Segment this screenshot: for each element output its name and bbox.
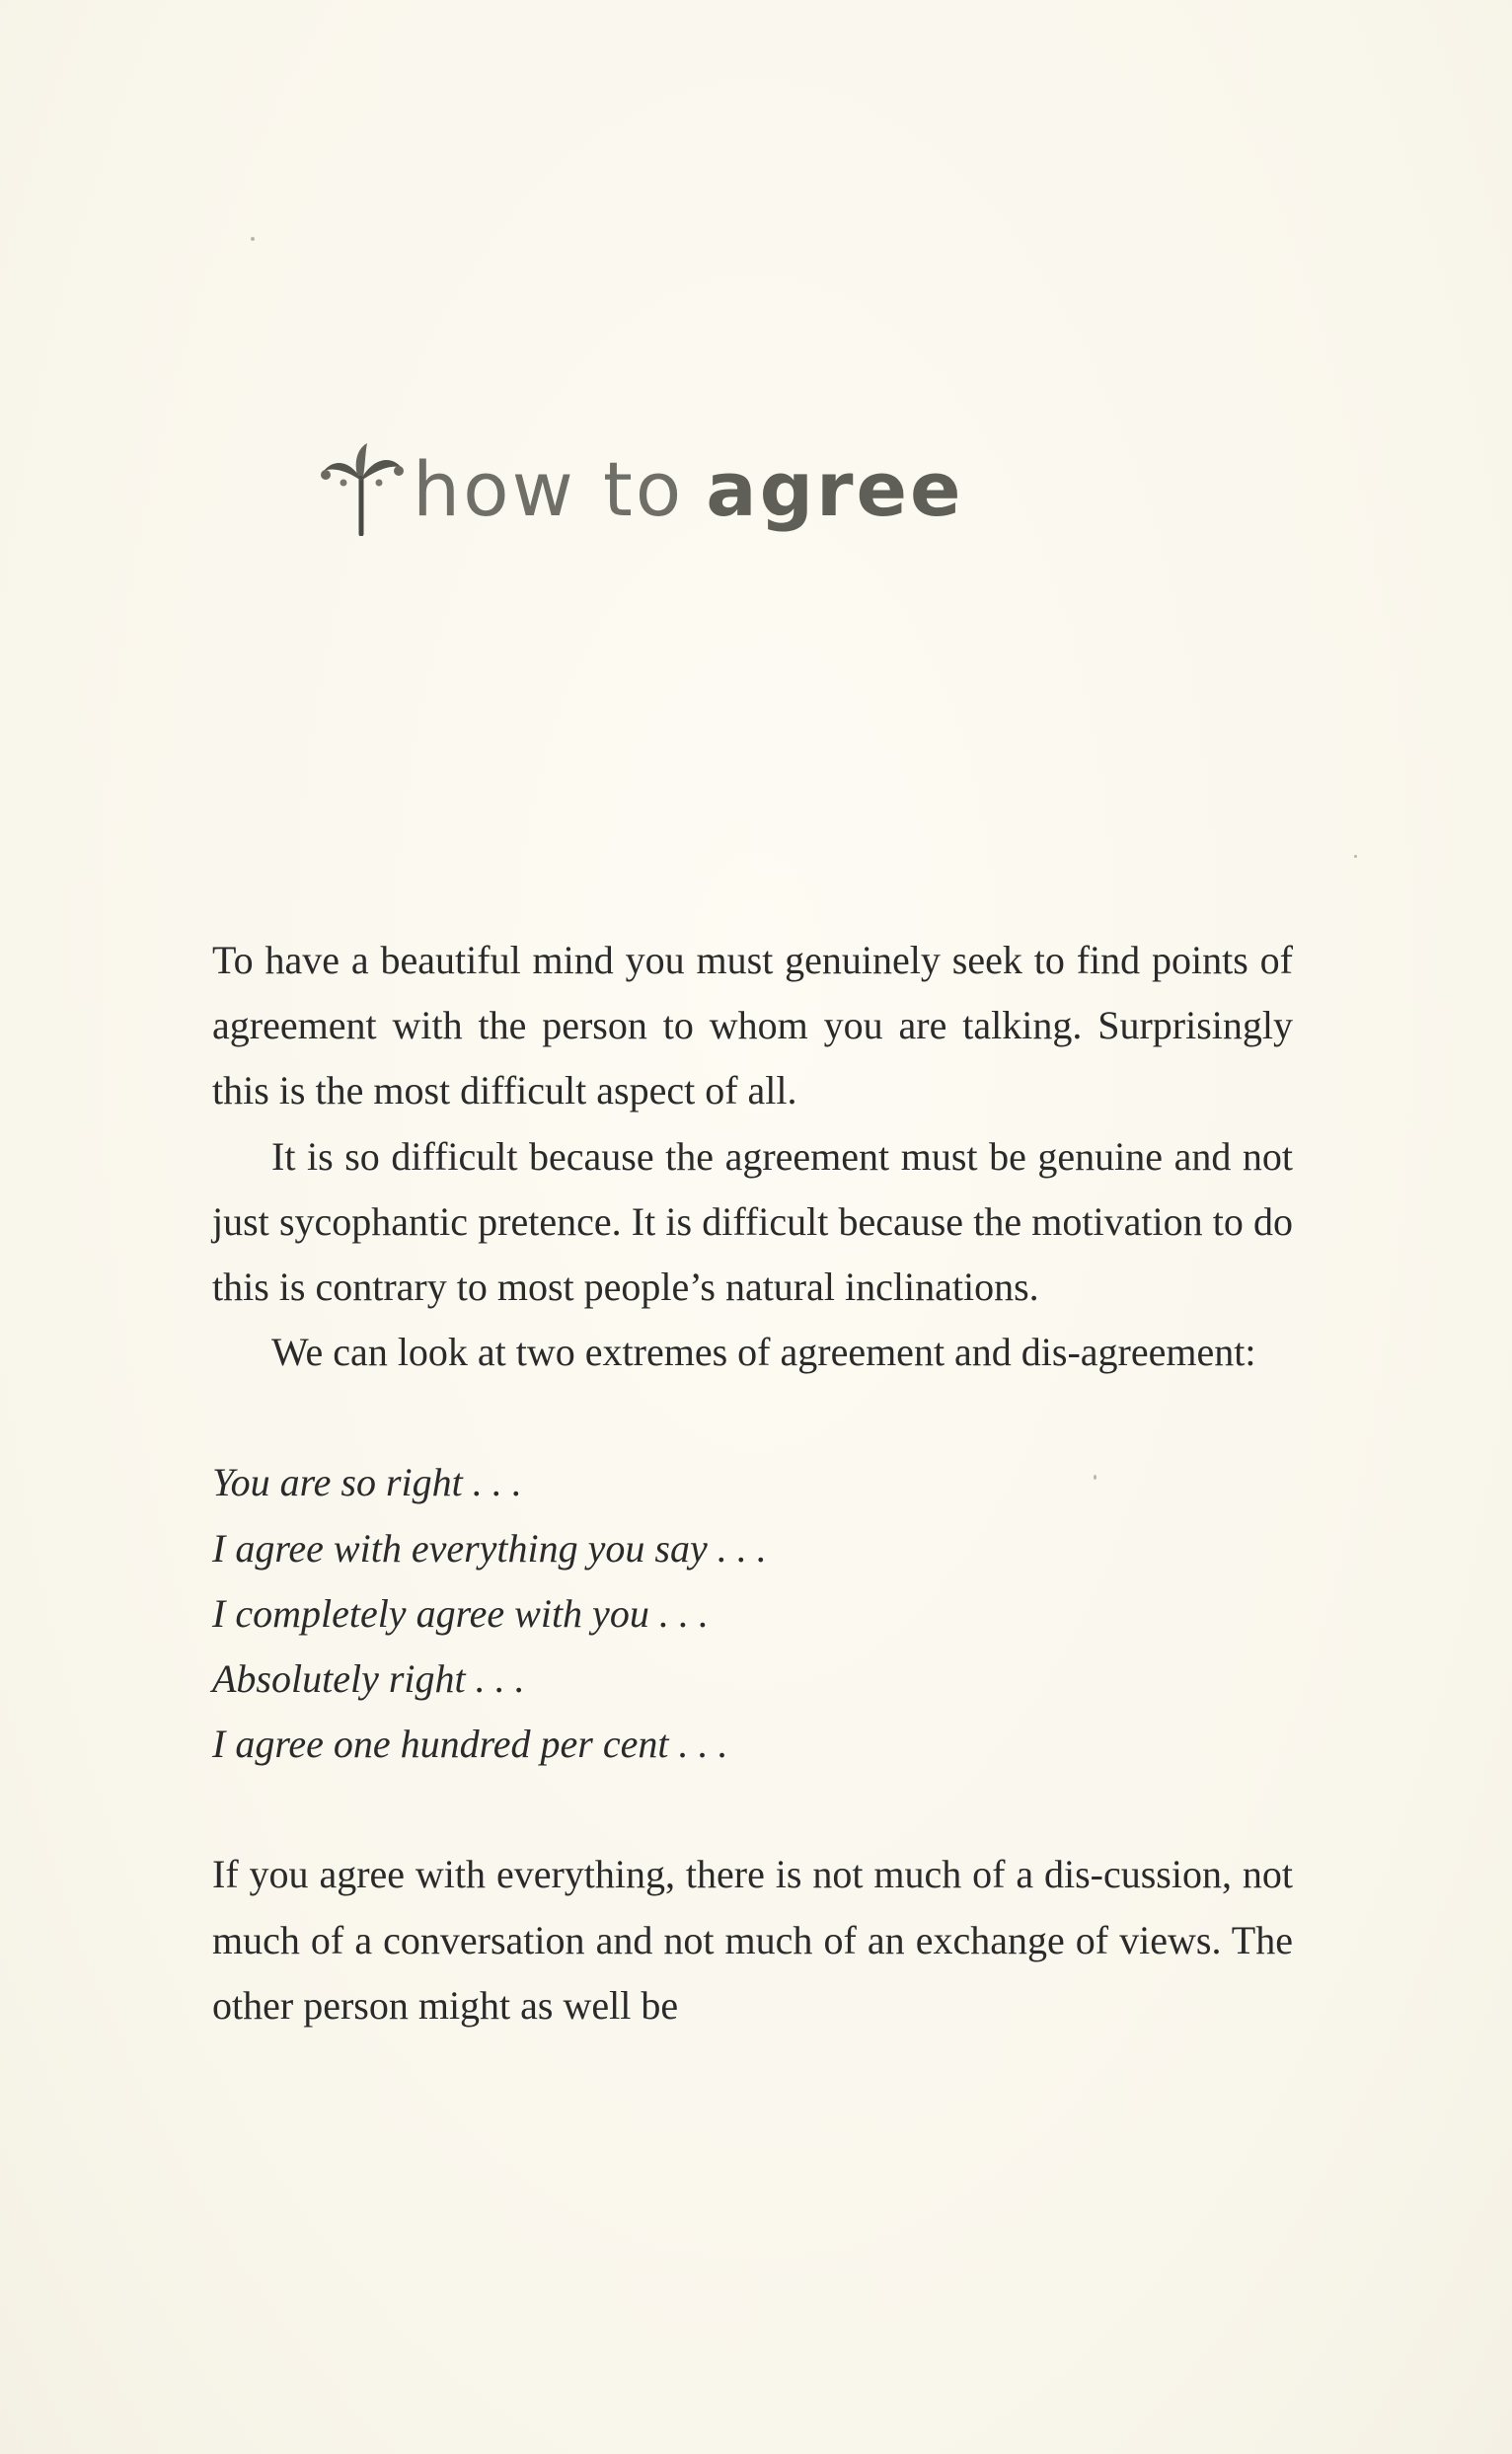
quote-list [212,1450,1293,1777]
paragraph: To have a beautiful mind you must genuinely seek to find points of agreement with the person to whom you are talking. Surprisingly this is the most difficult aspect of all. [212,938,1293,1113]
closing-paragraph: If you agree with everything, there is not much of a dis-cussion, not much of a conversation and not much of an exchange of views. The other person might as well be [212,1852,1293,2028]
chapter-title-bold: agree [706,444,964,533]
paragraph: It is so difficult because the agreement must be genuine and not just sycophantic pretence. It is difficult because the motivation to do this is contrary to most people’s natural inclinations. [212,1133,1293,1310]
quote-line: I completely agree with you . . . [212,1590,709,1636]
chapter-heading [318,434,964,543]
body-text [212,928,1293,2038]
chapter-title-light: how to [413,444,685,533]
quote-line: I agree one hundred per cent . . . [212,1722,728,1767]
sprouting-plant-icon [318,437,405,536]
paper-speck [251,237,255,241]
paragraph: We can look at two extremes of agreement and dis-agreement: [271,1330,1256,1375]
quote-line: Absolutely right . . . [212,1656,525,1702]
quote-line: You are so right . . . [212,1460,522,1505]
paper-speck [1354,855,1357,858]
quote-line: I agree with everything you say . . . [212,1525,767,1571]
